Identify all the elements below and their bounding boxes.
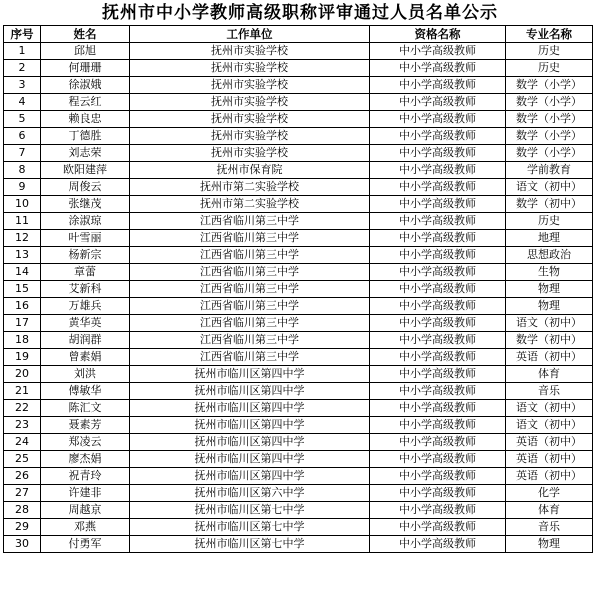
cell-work-unit: 抚州市临川区第四中学 (130, 434, 370, 451)
cell-serial-number: 17 (4, 315, 41, 332)
cell-work-unit: 江西省临川第三中学 (130, 230, 370, 247)
cell-name: 廖杰娟 (41, 451, 130, 468)
cell-work-unit: 抚州市临川区第四中学 (130, 400, 370, 417)
cell-specialty: 生物 (506, 264, 593, 281)
cell-serial-number: 22 (4, 400, 41, 417)
table-row (4, 349, 593, 366)
cell-work-unit: 江西省临川第三中学 (130, 264, 370, 281)
cell-qualification: 中小学高级教师 (370, 43, 506, 60)
table-header-row (4, 26, 593, 43)
cell-serial-number: 27 (4, 485, 41, 502)
cell-name: 陈汇文 (41, 400, 130, 417)
table-row (4, 94, 593, 111)
cell-name: 邓燕 (41, 519, 130, 536)
cell-specialty: 语文（初中） (506, 179, 593, 196)
cell-work-unit: 江西省临川第三中学 (130, 281, 370, 298)
cell-qualification: 中小学高级教师 (370, 451, 506, 468)
cell-name: 欧阳建萍 (41, 162, 130, 179)
table-row (4, 77, 593, 94)
cell-serial-number: 2 (4, 60, 41, 77)
cell-serial-number: 20 (4, 366, 41, 383)
cell-qualification: 中小学高级教师 (370, 196, 506, 213)
cell-qualification: 中小学高级教师 (370, 502, 506, 519)
cell-work-unit: 抚州市实验学校 (130, 43, 370, 60)
cell-work-unit: 江西省临川第三中学 (130, 315, 370, 332)
cell-specialty: 历史 (506, 43, 593, 60)
cell-specialty: 数学（小学） (506, 94, 593, 111)
cell-name: 曾素娟 (41, 349, 130, 366)
table-row (4, 179, 593, 196)
cell-work-unit: 抚州市第二实验学校 (130, 179, 370, 196)
cell-serial-number: 29 (4, 519, 41, 536)
cell-qualification: 中小学高级教师 (370, 247, 506, 264)
cell-specialty: 历史 (506, 213, 593, 230)
page-title: 抚州市中小学教师高级职称评审通过人员名单公示 (102, 3, 498, 23)
cell-serial-number: 11 (4, 213, 41, 230)
cell-specialty: 数学（小学） (506, 111, 593, 128)
cell-serial-number: 3 (4, 77, 41, 94)
table-row (4, 536, 593, 553)
cell-serial-number: 1 (4, 43, 41, 60)
cell-specialty: 物理 (506, 281, 593, 298)
cell-serial-number: 25 (4, 451, 41, 468)
cell-name: 程云红 (41, 94, 130, 111)
cell-specialty: 数学（小学） (506, 77, 593, 94)
cell-work-unit: 抚州市临川区第四中学 (130, 468, 370, 485)
header-qualification: 资格名称 (370, 26, 506, 43)
cell-qualification: 中小学高级教师 (370, 366, 506, 383)
cell-qualification: 中小学高级教师 (370, 434, 506, 451)
header-specialty: 专业名称 (506, 26, 593, 43)
cell-specialty: 思想政治 (506, 247, 593, 264)
cell-name: 付勇军 (41, 536, 130, 553)
cell-qualification: 中小学高级教师 (370, 77, 506, 94)
table-row (4, 366, 593, 383)
table-row (4, 298, 593, 315)
table-row (4, 400, 593, 417)
roster-table (3, 25, 593, 553)
cell-work-unit: 抚州市临川区第四中学 (130, 417, 370, 434)
cell-qualification: 中小学高级教师 (370, 60, 506, 77)
cell-qualification: 中小学高级教师 (370, 111, 506, 128)
cell-serial-number: 21 (4, 383, 41, 400)
table-row (4, 434, 593, 451)
cell-name: 邱旭 (41, 43, 130, 60)
cell-qualification: 中小学高级教师 (370, 519, 506, 536)
cell-work-unit: 抚州市实验学校 (130, 94, 370, 111)
cell-serial-number: 7 (4, 145, 41, 162)
cell-serial-number: 5 (4, 111, 41, 128)
cell-name: 徐淑娥 (41, 77, 130, 94)
table-row (4, 417, 593, 434)
cell-specialty: 数学（初中） (506, 196, 593, 213)
cell-serial-number: 14 (4, 264, 41, 281)
cell-serial-number: 13 (4, 247, 41, 264)
cell-specialty: 数学（小学） (506, 128, 593, 145)
cell-name: 刘志荣 (41, 145, 130, 162)
cell-qualification: 中小学高级教师 (370, 400, 506, 417)
cell-serial-number: 12 (4, 230, 41, 247)
cell-name: 万雄兵 (41, 298, 130, 315)
table-row (4, 43, 593, 60)
table-body (4, 43, 593, 553)
table-row (4, 162, 593, 179)
cell-work-unit: 抚州市实验学校 (130, 77, 370, 94)
cell-qualification: 中小学高级教师 (370, 213, 506, 230)
cell-specialty: 历史 (506, 60, 593, 77)
cell-qualification: 中小学高级教师 (370, 264, 506, 281)
cell-qualification: 中小学高级教师 (370, 417, 506, 434)
cell-qualification: 中小学高级教师 (370, 145, 506, 162)
cell-specialty: 物理 (506, 536, 593, 553)
table-row (4, 247, 593, 264)
table-row (4, 128, 593, 145)
header-work-unit: 工作单位 (130, 26, 370, 43)
cell-specialty: 体育 (506, 366, 593, 383)
table-row (4, 230, 593, 247)
table-row (4, 332, 593, 349)
table-row (4, 502, 593, 519)
cell-serial-number: 15 (4, 281, 41, 298)
cell-name: 周越京 (41, 502, 130, 519)
cell-specialty: 音乐 (506, 519, 593, 536)
cell-qualification: 中小学高级教师 (370, 298, 506, 315)
table-row (4, 315, 593, 332)
cell-name: 祝青玲 (41, 468, 130, 485)
cell-qualification: 中小学高级教师 (370, 94, 506, 111)
cell-qualification: 中小学高级教师 (370, 179, 506, 196)
cell-name: 刘洪 (41, 366, 130, 383)
cell-name: 黄华英 (41, 315, 130, 332)
cell-name: 郑凌云 (41, 434, 130, 451)
cell-work-unit: 抚州市临川区第四中学 (130, 383, 370, 400)
cell-qualification: 中小学高级教师 (370, 536, 506, 553)
cell-specialty: 地理 (506, 230, 593, 247)
table-row (4, 451, 593, 468)
cell-work-unit: 抚州市实验学校 (130, 111, 370, 128)
table-row (4, 383, 593, 400)
cell-qualification: 中小学高级教师 (370, 281, 506, 298)
cell-work-unit: 抚州市临川区第七中学 (130, 519, 370, 536)
cell-specialty: 学前教育 (506, 162, 593, 179)
table-row (4, 485, 593, 502)
cell-name: 聂素芳 (41, 417, 130, 434)
cell-name: 赖良忠 (41, 111, 130, 128)
cell-specialty: 数学（小学） (506, 145, 593, 162)
cell-qualification: 中小学高级教师 (370, 162, 506, 179)
cell-specialty: 音乐 (506, 383, 593, 400)
cell-specialty: 语文（初中） (506, 417, 593, 434)
cell-qualification: 中小学高级教师 (370, 230, 506, 247)
cell-name: 杨新宗 (41, 247, 130, 264)
cell-specialty: 语文（初中） (506, 400, 593, 417)
cell-name: 艾新科 (41, 281, 130, 298)
cell-serial-number: 26 (4, 468, 41, 485)
cell-work-unit: 江西省临川第三中学 (130, 332, 370, 349)
header-serial-number: 序号 (4, 26, 41, 43)
cell-name: 章蕾 (41, 264, 130, 281)
cell-qualification: 中小学高级教师 (370, 468, 506, 485)
cell-name: 丁德胜 (41, 128, 130, 145)
cell-qualification: 中小学高级教师 (370, 383, 506, 400)
cell-specialty: 英语（初中） (506, 451, 593, 468)
cell-specialty: 英语（初中） (506, 434, 593, 451)
table-row (4, 468, 593, 485)
table-row (4, 213, 593, 230)
cell-specialty: 数学（初中） (506, 332, 593, 349)
cell-work-unit: 抚州市实验学校 (130, 145, 370, 162)
cell-name: 张继茂 (41, 196, 130, 213)
cell-work-unit: 江西省临川第三中学 (130, 213, 370, 230)
cell-name: 叶雪丽 (41, 230, 130, 247)
cell-qualification: 中小学高级教师 (370, 485, 506, 502)
cell-serial-number: 4 (4, 94, 41, 111)
cell-work-unit: 抚州市临川区第七中学 (130, 536, 370, 553)
table-row (4, 196, 593, 213)
table-row (4, 264, 593, 281)
cell-work-unit: 抚州市临川区第六中学 (130, 485, 370, 502)
cell-serial-number: 16 (4, 298, 41, 315)
table-row (4, 60, 593, 77)
cell-specialty: 体育 (506, 502, 593, 519)
cell-name: 许建非 (41, 485, 130, 502)
cell-work-unit: 抚州市保育院 (130, 162, 370, 179)
cell-specialty: 化学 (506, 485, 593, 502)
cell-specialty: 物理 (506, 298, 593, 315)
table-row (4, 111, 593, 128)
cell-serial-number: 24 (4, 434, 41, 451)
cell-serial-number: 19 (4, 349, 41, 366)
cell-work-unit: 抚州市临川区第四中学 (130, 366, 370, 383)
cell-serial-number: 10 (4, 196, 41, 213)
cell-work-unit: 抚州市第二实验学校 (130, 196, 370, 213)
cell-name: 傅敏华 (41, 383, 130, 400)
cell-serial-number: 30 (4, 536, 41, 553)
cell-work-unit: 江西省临川第三中学 (130, 298, 370, 315)
cell-qualification: 中小学高级教师 (370, 128, 506, 145)
cell-work-unit: 江西省临川第三中学 (130, 247, 370, 264)
cell-name: 周俊云 (41, 179, 130, 196)
cell-serial-number: 28 (4, 502, 41, 519)
cell-serial-number: 18 (4, 332, 41, 349)
cell-work-unit: 抚州市临川区第七中学 (130, 502, 370, 519)
cell-serial-number: 9 (4, 179, 41, 196)
cell-specialty: 英语（初中） (506, 349, 593, 366)
cell-work-unit: 抚州市临川区第四中学 (130, 451, 370, 468)
cell-serial-number: 6 (4, 128, 41, 145)
cell-work-unit: 抚州市实验学校 (130, 60, 370, 77)
cell-qualification: 中小学高级教师 (370, 349, 506, 366)
cell-name: 涂淑琼 (41, 213, 130, 230)
cell-qualification: 中小学高级教师 (370, 315, 506, 332)
cell-specialty: 英语（初中） (506, 468, 593, 485)
cell-qualification: 中小学高级教师 (370, 332, 506, 349)
cell-specialty: 语文（初中） (506, 315, 593, 332)
cell-serial-number: 8 (4, 162, 41, 179)
cell-serial-number: 23 (4, 417, 41, 434)
cell-name: 何珊珊 (41, 60, 130, 77)
cell-work-unit: 江西省临川第三中学 (130, 349, 370, 366)
cell-name: 胡润群 (41, 332, 130, 349)
table-row (4, 519, 593, 536)
table-row (4, 281, 593, 298)
header-name: 姓名 (41, 26, 130, 43)
cell-work-unit: 抚州市实验学校 (130, 128, 370, 145)
table-row (4, 145, 593, 162)
